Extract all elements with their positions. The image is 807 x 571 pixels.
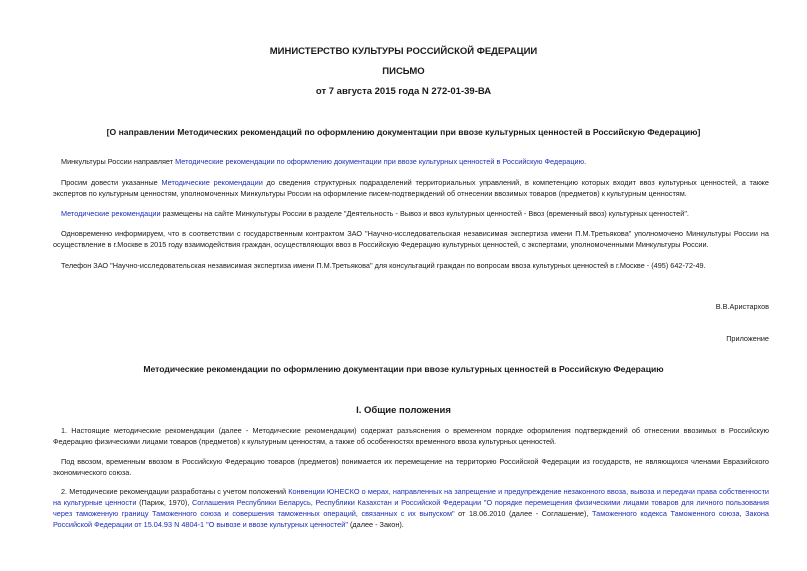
appendix-paragraph-3 [53, 486, 769, 530]
agreement-link[interactable]: Соглашения Республики Беларусь, Республики Казахстан и Российской Федерации "О порядке перемещения физическими лицами товаров для личного пользования через таможенную границу Таможенного союза и совершения таможенных операций, связанных с их выпуском" [53, 498, 769, 518]
ministry-title: МИНИСТЕРСТВО КУЛЬТУРЫ РОССИЙСКОЙ ФЕДЕРАЦИИ [269, 46, 538, 57]
s3-text-c: от 18.06.2010 (далее - Соглашение), [454, 509, 593, 518]
p1-end: . [584, 157, 587, 166]
doc-type: ПИСЬМО [382, 66, 425, 77]
s3-text-b: (Париж, 1970), [136, 498, 192, 507]
section-title: I. Общие положения [356, 405, 451, 416]
s3-text-d: , [739, 509, 746, 518]
s3-text-a: 2. Методические рекомендации разработаны с учетом положений [61, 487, 289, 496]
doc-subject: [О направлении Методических рекомендаций по оформлению документации при ввозе культурных ценностей в Российскую Федерацию] [106, 127, 701, 137]
appendix-title: Методические рекомендации по оформлению документации при ввозе культурных ценностей в Российскую Федерацию [143, 364, 664, 374]
p2-text-a: Просим довести указанные [61, 178, 162, 187]
appendix-paragraph-1: 1. Настоящие методические рекомендации (далее - Методические рекомендации) содержат разъяснения о временном порядке оформления подтверждений об отнесении ввозимых в Российскую Федерацию физическими лицами товаров (предметов) к культурным ценностям, а также об особенностях временного ввоза культурных ценностей. [53, 426, 769, 446]
letter-paragraph-3 [53, 208, 769, 219]
letter-paragraph-4: Одновременно информируем, что в соответствии с государственным контрактом ЗАО "Научно-исследовательская независимая экспертиза имени П.М.Третьякова" уполномочено Минкультуры России на осуществление в г.Москве в 2015 году взаимодействия граждан, осуществляющих ввоз в Российскую Федерацию культурных ценностей, с экспертами, уполномоченными Минкультуры России. [53, 229, 769, 249]
letter-paragraph-1 [53, 156, 769, 167]
s3-text-e: (далее - Закон). [347, 520, 404, 529]
attachment-label: Приложение [726, 334, 769, 343]
unesco-convention-link[interactable]: Конвенции ЮНЕСКО о мерах, направленных на запрещение и предупреждение незаконного ввоза, вывоза и передачи права собственности на культурные ценности [53, 487, 769, 507]
letter-paragraph-2 [53, 177, 769, 199]
customs-code-link[interactable]: Таможенного кодекса Таможенного союза [592, 509, 740, 518]
doc-date: от 7 августа 2015 года N 272-01-39-ВА [315, 86, 492, 97]
p1-text: Минкультуры России направляет [61, 157, 176, 166]
p3-text: размещены на сайте Минкультуры России в разделе "Деятельность - Вывоз и ввоз культурных ценностей - Ввоз (временный ввоз) культурных ценностей". [160, 209, 689, 218]
guidelines-link[interactable]: Методические рекомендации по оформлению документации при ввозе культурных ценностей в Российскую Федерацию [175, 157, 585, 166]
letter-paragraph-5: Телефон ЗАО "Научно-исследовательская независимая экспертиза имени П.М.Третьякова" для консультаций граждан по вопросам ввоза культурных ценностей в г.Москве - (495) 642-72-49. [61, 261, 706, 270]
guidelines-link-3[interactable]: Методические рекомендации [61, 209, 161, 218]
signature: В.В.Аристархов [715, 302, 769, 311]
law-link[interactable]: Закона Российской Федерации от 15.04.93 N 4804-1 "О вывозе и ввозе культурных ценностей" [53, 509, 769, 529]
appendix-paragraph-2: Под ввозом, временным ввозом в Российскую Федерацию товаров (предметов) понимается их перемещение на территорию Российской Федерации из государств, не являющихся членами Евразийского экономического союза. [53, 457, 769, 477]
p2-text-b: до сведения структурных подразделений территориальных управлений, в компетенцию которых входит ввоз культурных ценностей, а также экспертов по культурным ценностям, уполномоченных Минкультуры России на оформление писем-подтверждений об отнесении ввозимых товаров (предметов) к культурным ценностям. [53, 178, 769, 198]
guidelines-link-2[interactable]: Методические рекомендации [161, 178, 263, 187]
